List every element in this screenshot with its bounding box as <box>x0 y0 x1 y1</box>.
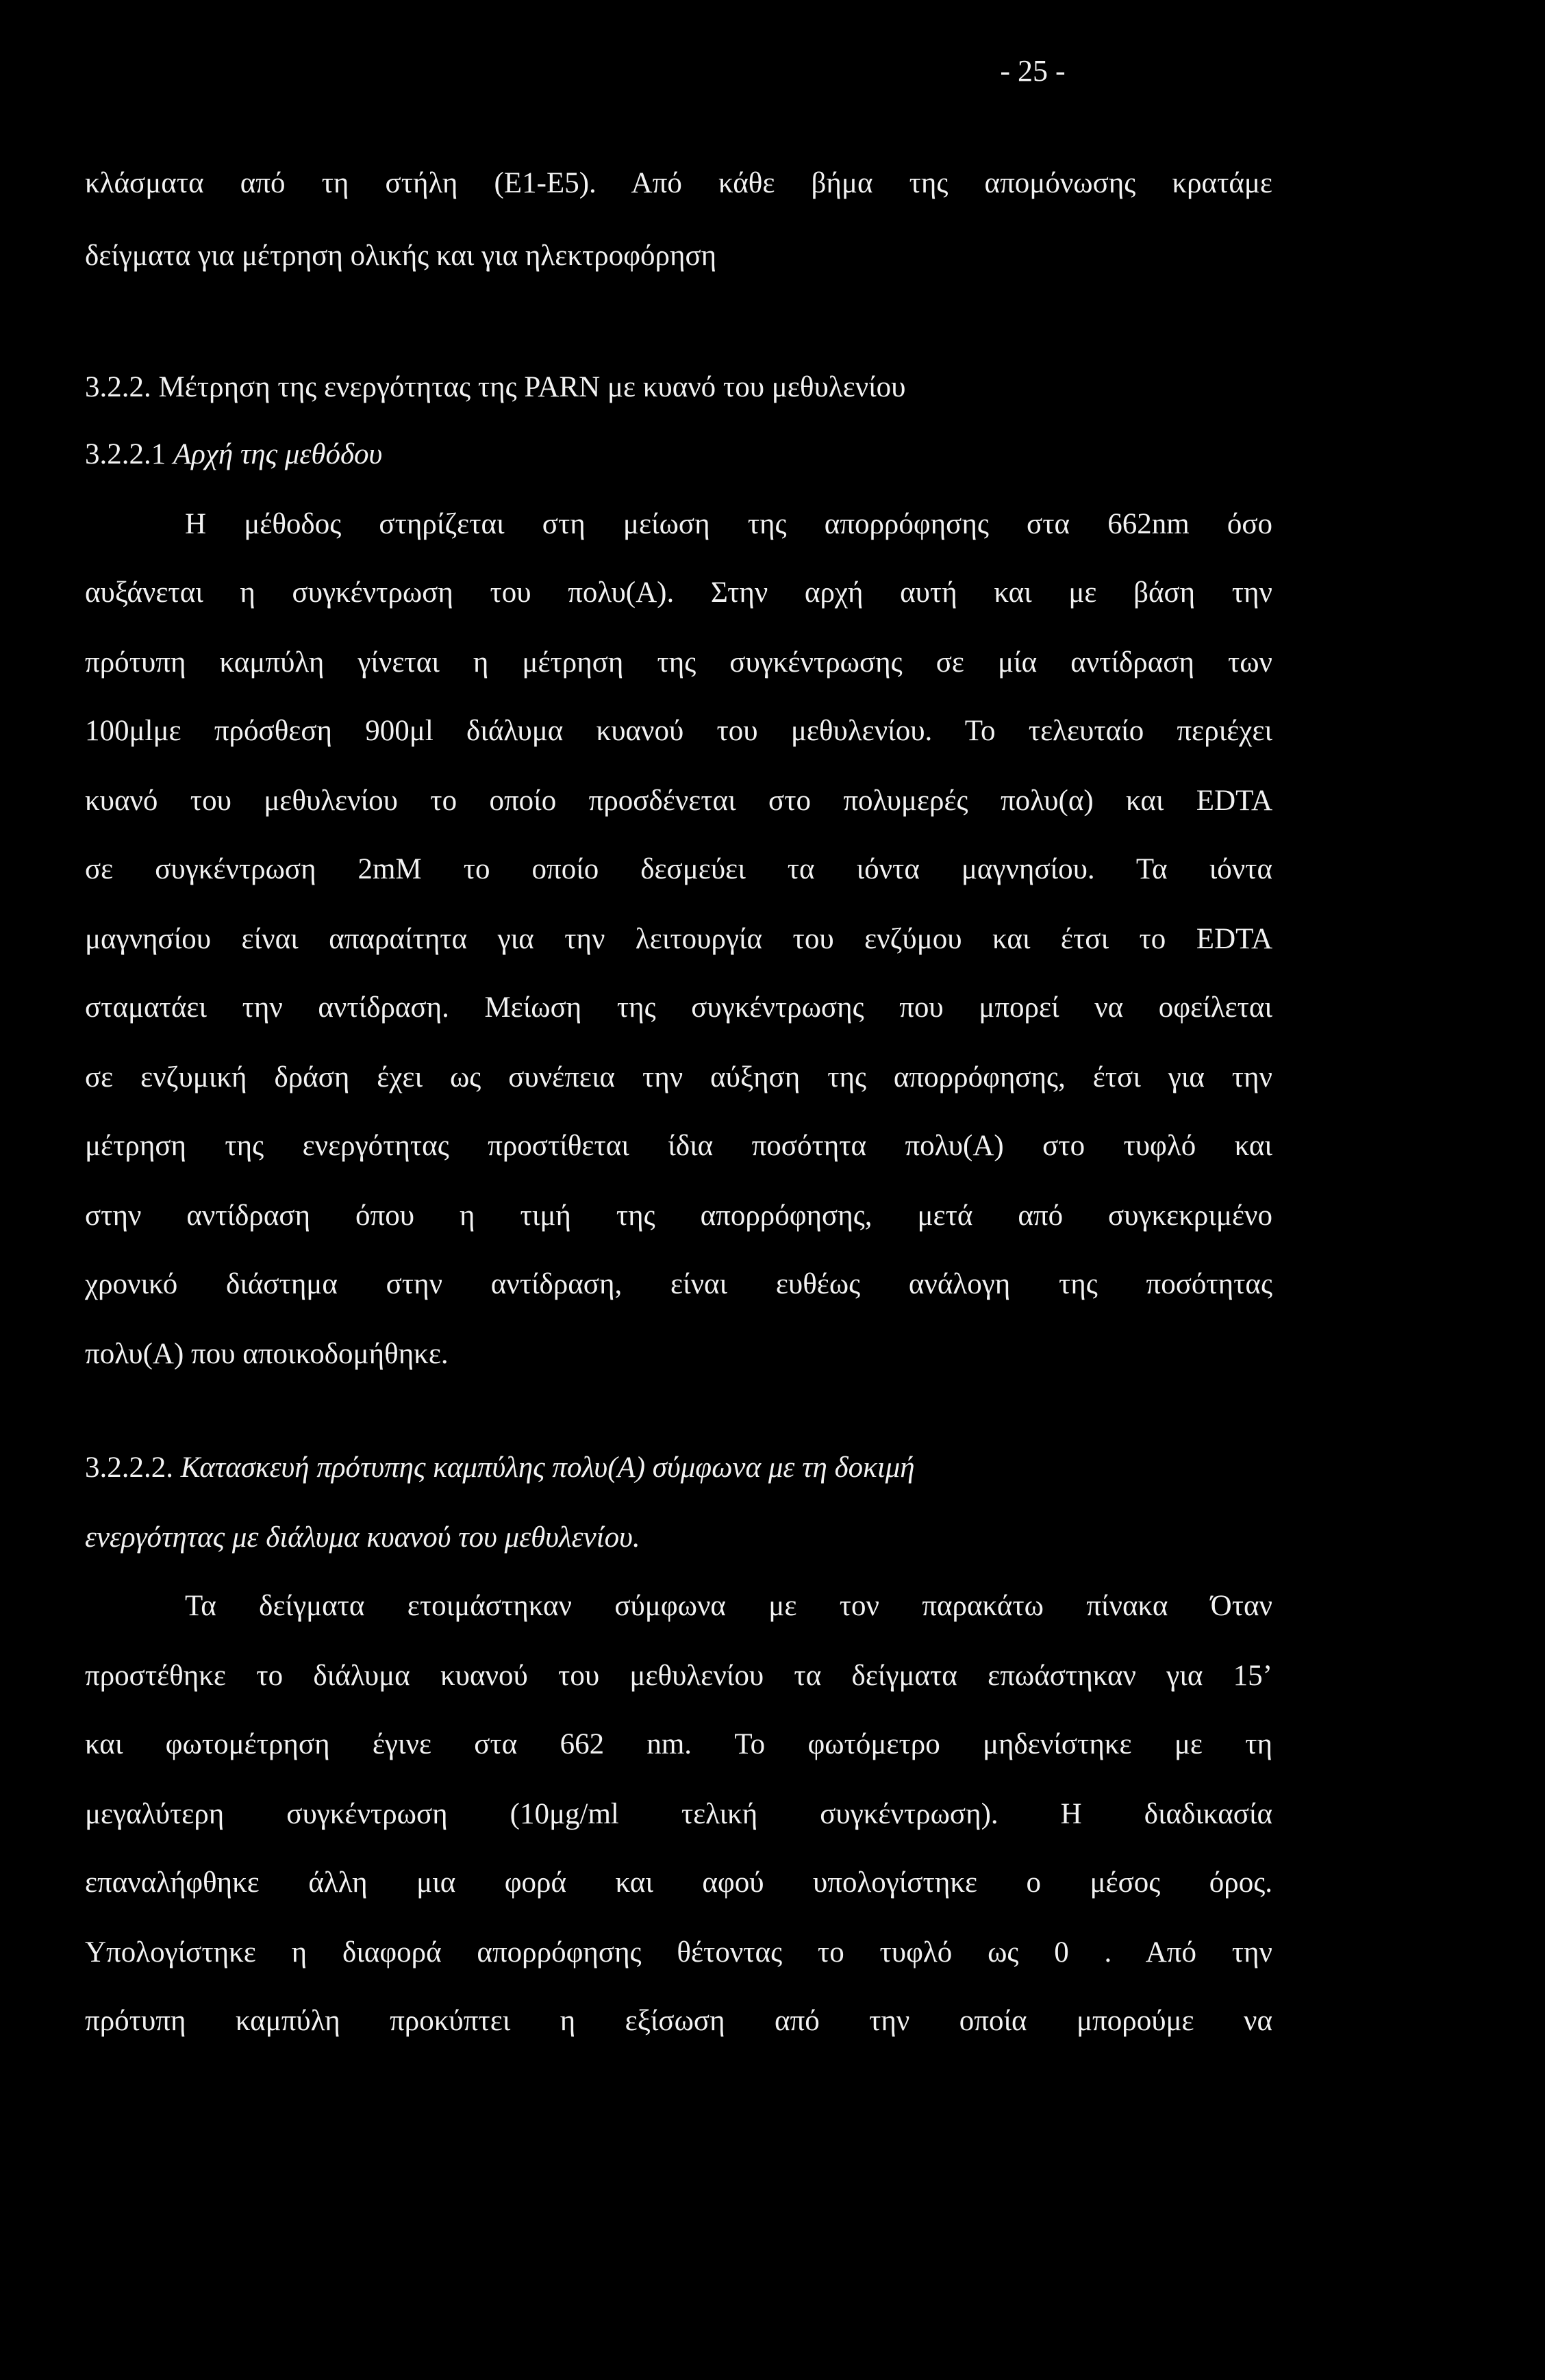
paragraph-line: Τα δείγματα ετοιμάστηκαν σύμφωνα με τον παρακάτω πίνακα Όταν <box>185 1590 1272 1622</box>
section-heading: 3.2.2. Μέτρηση της ενεργότητας της PARN με κυανό του μεθυλενίου <box>85 371 906 403</box>
paragraph-line: κυανό του μεθυλενίου το οποίο προσδένεται στο πολυμερές πολυ(α) και EDTA <box>85 785 1272 817</box>
subsection-title: Αρχή της μεθόδου <box>173 438 383 470</box>
page-number: - 25 - <box>1000 54 1066 88</box>
paragraph-line: Η μέθοδος στηρίζεται στη μείωση της απορρόφησης στα 662nm όσο <box>185 508 1272 540</box>
paragraph-line: σε συγκέντρωση 2mM το οποίο δεσμεύει τα ιόντα μαγνησίου. Τα ιόντα <box>85 853 1272 885</box>
paragraph-line: μαγνησίου είναι απαραίτητα για την λειτουργία του ενζύμου και έτσι το EDTA <box>85 923 1272 955</box>
subsection-number: 3.2.2.1 <box>85 438 173 470</box>
subsection-number: 3.2.2.2. <box>85 1452 181 1484</box>
subsection-title-cont: ενεργότητας με διάλυμα κυανού του μεθυλενίου. <box>85 1521 640 1554</box>
subsection-heading <box>85 1449 1272 1487</box>
paragraph-line: πρότυπη καμπύλη γίνεται η μέτρηση της συγκέντρωσης σε μία αντίδραση των <box>85 646 1272 679</box>
paragraph-line: δείγματα για μέτρηση ολικής και για ηλεκτροφόρηση <box>85 240 717 272</box>
paragraph-line: Υπολογίστηκε η διαφορά απορρόφησης θέτοντας το τυφλό ως 0 . Από την <box>85 1936 1272 1968</box>
paragraph-line: 100μlμε πρόσθεση 900μl διάλυμα κυανού του μεθυλενίου. Το τελευταίο περιέχει <box>85 715 1272 747</box>
paragraph-line: επαναλήφθηκε άλλη μια φορά και αφού υπολογίστηκε ο μέσος όρος. <box>85 1866 1272 1899</box>
paragraph-line: στην αντίδραση όπου η τιμή της απορρόφησης, μετά από συγκεκριμένο <box>85 1200 1272 1232</box>
subsection-title: Κατασκευή πρότυπης καμπύλης πολυ(Α) σύμφωνα με τη δοκιμή <box>180 1452 915 1484</box>
paragraph-line: μέτρηση της ενεργότητας προστίθεται ίδια ποσότητα πολυ(Α) στο τυφλό και <box>85 1130 1272 1162</box>
paragraph-line: πολυ(Α) που αποικοδομήθηκε. <box>85 1338 449 1370</box>
paragraph-line: χρονικό διάστημα στην αντίδραση, είναι ευθέως ανάλογη της ποσότητας <box>85 1268 1272 1300</box>
paragraph-line: σε ενζυμική δράση έχει ως συνέπεια την αύξηση της απορρόφησης, έτσι για την <box>85 1061 1272 1093</box>
paragraph-line: και φωτομέτρηση έγινε στα 662 nm. Το φωτόμετρο μηδενίστηκε με τη <box>85 1728 1272 1760</box>
paragraph-line: προστέθηκε το διάλυμα κυανού του μεθυλενίου τα δείγματα επωάστηκαν για 15’ <box>85 1660 1272 1692</box>
paragraph-line: πρότυπη καμπύλη προκύπτει η εξίσωση από την οποία μπορούμε να <box>85 2005 1272 2037</box>
paragraph-line: κλάσματα από τη στήλη (Ε1-Ε5). Από κάθε βήμα της απομόνωσης κρατάμε <box>85 167 1272 199</box>
paragraph-line: σταματάει την αντίδραση. Μείωση της συγκέντρωσης που μπορεί να οφείλεται <box>85 991 1272 1024</box>
paragraph-line: μεγαλύτερη συγκέντρωση (10μg/ml τελική συγκέντρωση). Η διαδικασία <box>85 1798 1272 1830</box>
subsection-heading <box>85 435 1272 474</box>
paragraph-line: αυξάνεται η συγκέντρωση του πολυ(Α). Στην αρχή αυτή και με βάση την <box>85 577 1272 609</box>
